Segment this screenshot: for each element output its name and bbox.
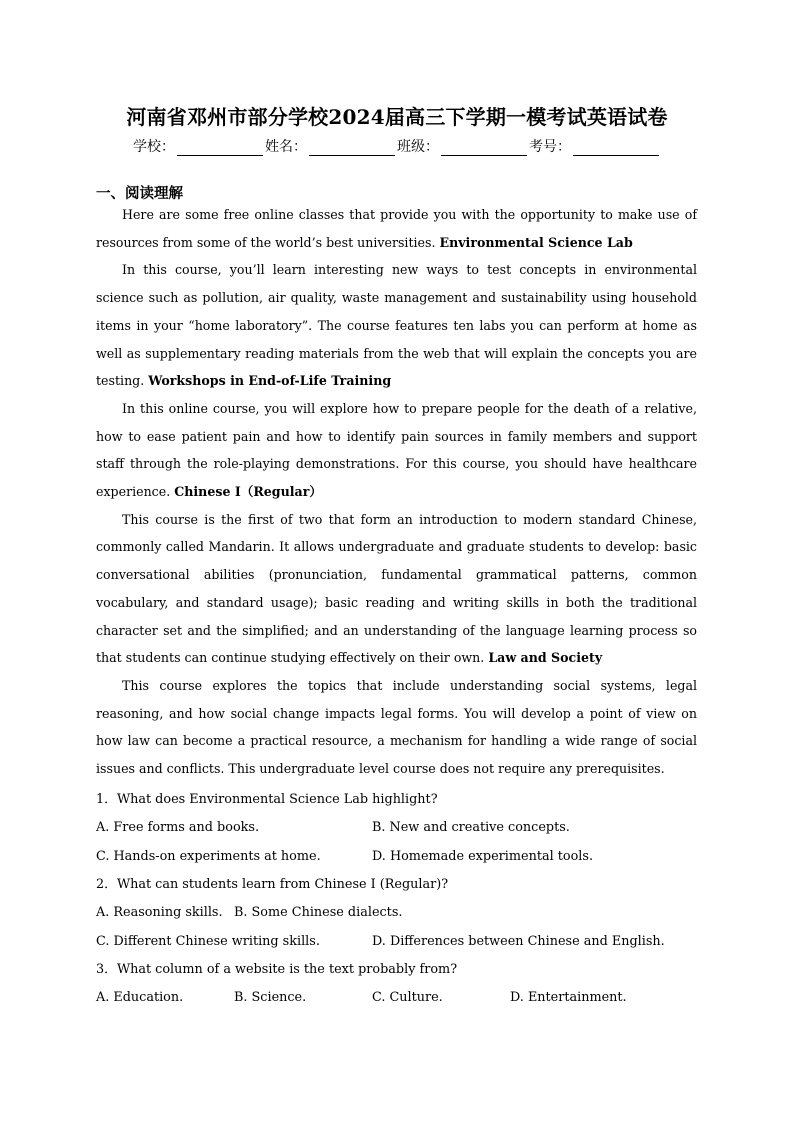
options-row (96, 898, 716, 927)
options-row (96, 927, 716, 956)
option-2b[interactable]: B. Some Chinese dialects. (234, 905, 403, 920)
options-row (96, 983, 716, 1012)
option-3b[interactable]: B. Science. (234, 990, 307, 1005)
option-1d[interactable]: D. Homemade experimental tools. (372, 849, 594, 864)
option-1c[interactable]: C. Hands-on experiments at home. (96, 849, 321, 864)
option-3a[interactable]: A. Education. (96, 990, 184, 1005)
chinese-text: This course is the first of two that form an introduction to modern standard Chinese, commonly called Mandarin. It allows undergraduate and graduate students to develop: basic conversational abilities (pronunciation, fundamental grammatical patterns, common vocabulary, and standard usage); basic reading and writing skills in both the traditional character set and the simplified; and an understanding of the language learning process so that students can continue studying effectively on their own. (96, 511, 697, 666)
course-heading-law: Law and Society (488, 650, 603, 666)
passage-paragraph (96, 201, 697, 256)
passage-paragraph (96, 395, 697, 506)
name-label: 姓名： (265, 139, 307, 155)
question-list (96, 786, 716, 1012)
course-heading-environmental: Environmental Science Lab (439, 234, 633, 250)
class-label: 班级： (397, 139, 439, 155)
school-blank[interactable] (177, 140, 263, 156)
question-stem-2: 2．What can students learn from Chinese I (Regular)? (96, 877, 449, 892)
options-row (96, 842, 716, 871)
student-info-row (0, 136, 794, 156)
course-heading-workshops: Workshops in End-of-Life Training (148, 373, 392, 389)
school-label: 学校： (133, 139, 175, 155)
passage-paragraph (96, 672, 697, 783)
name-blank[interactable] (309, 140, 395, 156)
option-2a[interactable]: A. Reasoning skills. (96, 905, 223, 920)
passage-paragraph (96, 506, 697, 672)
option-3c[interactable]: C. Culture. (372, 990, 443, 1005)
question-stem-3: 3．What column of a website is the text probably from? (96, 962, 458, 977)
question-stem-1: 1．What does Environmental Science Lab highlight? (96, 792, 438, 807)
intro-text: Here are some free online classes that provide you with the opportunity to make use of resources from some of the world’s best universities. (96, 207, 697, 250)
exam-number-blank[interactable] (573, 140, 659, 156)
workshops-text: In this online course, you will explore how to prepare people for the death of a relative, how to ease patient pain and how to identify pain sources in family members and support staff through the role-playing demonstrations. For this course, you should have healthcare experience. (96, 400, 697, 500)
law-text: This course explores the topics that include understanding social systems, legal reasoning, and how social change impacts legal forms. You will develop a point of view on how law can become a practical resource, a mechanism for handling a wide range of social issues and conflicts. This undergraduate level course does not require any prerequisites. (96, 677, 697, 777)
option-1a[interactable]: A. Free forms and books. (96, 820, 260, 835)
passage-paragraph (96, 256, 697, 395)
course-heading-chinese: Chinese I（Regular） (174, 484, 322, 500)
exam-title: 河南省邓州市部分学校2024届高三下学期一模考试英语试卷 (126, 105, 668, 129)
option-3d[interactable]: D. Entertainment. (510, 990, 627, 1005)
class-blank[interactable] (441, 140, 527, 156)
environmental-text: In this course, you’ll learn interesting new ways to test concepts in environmental science such as pollution, air quality, waste management and sustainability using household items in your “home laboratory”. The course features ten labs you can perform at home as well as supplementary reading materials from the web that will explain the concepts you are testing. (96, 262, 697, 389)
reading-passage (96, 201, 697, 783)
section-heading: 一、阅读理解 (96, 186, 183, 202)
option-1b[interactable]: B. New and creative concepts. (372, 820, 570, 835)
option-2d[interactable]: D. Differences between Chinese and English. (372, 934, 665, 949)
options-row (96, 813, 716, 842)
exam-number-label: 考号： (529, 139, 571, 155)
option-2c[interactable]: C. Different Chinese writing skills. (96, 934, 320, 949)
